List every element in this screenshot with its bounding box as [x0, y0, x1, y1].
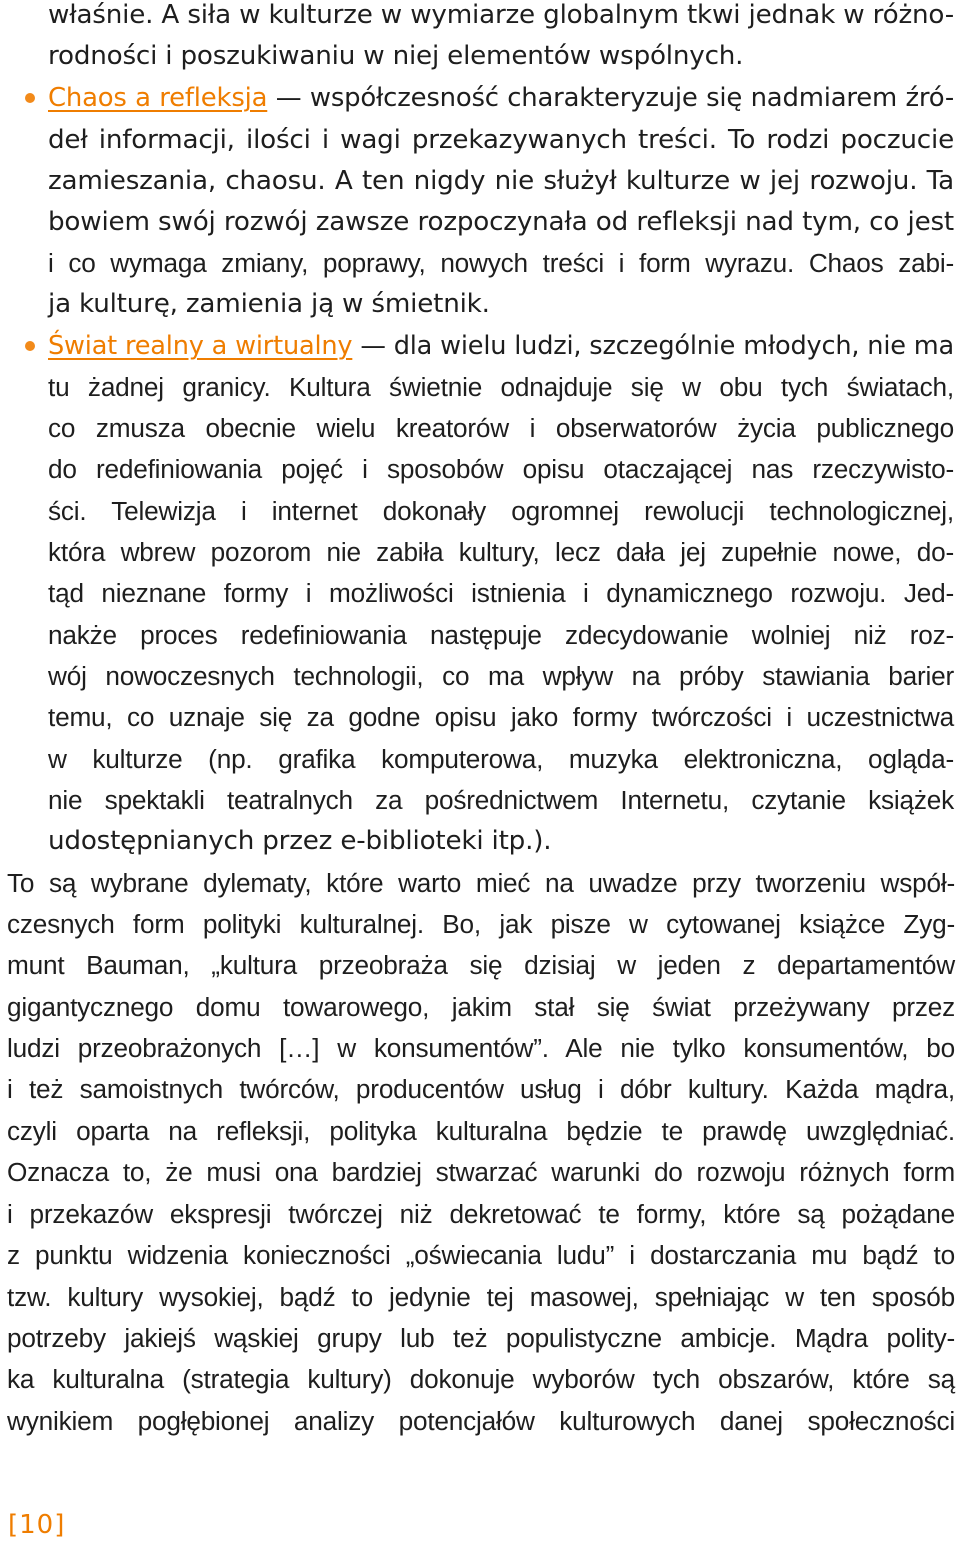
- text-line: i przekazów ekspresji twórczej niż dekretować te formy, które są pożądane: [7, 1199, 955, 1229]
- text-line: wynikiem pogłębionej analizy potencjałów kulturowych danej społeczności: [7, 1406, 955, 1436]
- text-line: ka kulturalna (strategia kultury) dokonuje wyborów tych obszarów, które są: [7, 1364, 955, 1394]
- text-line: właśnie. A siła w kulturze w wymiarze globalnym tkwi jednak w różno-: [48, 0, 954, 30]
- text-line: i co wymaga zmiany, poprawy, nowych treści i form wyrazu. Chaos zabi-: [48, 248, 954, 278]
- text-line: Oznacza to, że musi ona bardziej stwarzać warunki do rozwoju różnych form: [7, 1157, 955, 1187]
- text-line: która wbrew pozorom nie zabiła kultury, lecz dała jej zupełnie nowe, do-: [48, 537, 954, 567]
- text-line: co zmusza obecnie wielu kreatorów i obserwatorów życia publicznego: [48, 413, 954, 443]
- text-run: — dla wielu ludzi, szczególnie młodych, nie ma: [352, 331, 954, 361]
- text-line: deł informacji, ilości i wagi przekazywanych treści. To rodzi poczucie: [48, 125, 954, 155]
- text-line: wój nowoczesnych technologii, co ma wpływ na próby stawiania barier: [48, 661, 954, 691]
- text-line: gigantycznego domu towarowego, jakim stał się świat przeżywany przez: [7, 992, 955, 1022]
- text-line: potrzeby jakiejś wąskiej grupy lub też populistyczne ambicje. Mądra polity-: [7, 1323, 955, 1353]
- text-line: nakże proces redefiniowania następuje zdecydowanie wolniej niż roz-: [48, 620, 954, 650]
- text-line: temu, co uznaje się za godne opisu jako formy twórczości i uczestnictwa: [48, 702, 954, 732]
- text-line: tzw. kultury wysokiej, bądź to jedynie tej masowej, spełniając w ten sposób: [7, 1282, 955, 1312]
- text-line: w kulturze (np. grafika komputerowa, muzyka elektroniczna, ogląda-: [48, 744, 954, 774]
- bullet-icon: [25, 341, 35, 351]
- text-line: z punktu widzenia konieczności „oświecania ludu” i dostarczania mu bądź to: [7, 1240, 955, 1270]
- text-line: munt Bauman, „kultura przeobraża się dzisiaj w jeden z departamentów: [7, 950, 955, 980]
- text-line: rodności i poszukiwaniu w niej elementów wspólnych.: [48, 41, 744, 71]
- text-line: [48, 329, 954, 363]
- text-line: udostępnianych przez e-biblioteki itp.).: [48, 826, 552, 856]
- bullet-icon: [25, 93, 35, 103]
- text-line: zamieszania, chaosu. A ten nigdy nie służył kulturze w jej rozwoju. Ta: [48, 166, 954, 196]
- text-line: i też samoistnych twórców, producentów usług i dóbr kultury. Każda mądra,: [7, 1074, 955, 1104]
- text-line: do redefiniowania pojęć i sposobów opisu otaczającej nas rzeczywisto-: [48, 454, 954, 484]
- term-swiat-realny-a-wirtualny: Świat realny a wirtualny: [48, 331, 353, 361]
- page-number: [10]: [8, 1510, 66, 1540]
- text-line: tu żadnej granicy. Kultura świetnie odnajduje się w obu tych światach,: [48, 372, 954, 402]
- text-line: czesnych form polityki kulturalnej. Bo, jak pisze w cytowanej książce Zyg-: [7, 909, 955, 939]
- text-line: tąd nieznane formy i możliwości istnienia i dynamicznego rozwoju. Jed-: [48, 578, 954, 608]
- text-line: ludzi przeobrażonych […] w konsumentów”. Ale nie tylko konsumentów, bo: [7, 1033, 955, 1063]
- text-line: ja kulturę, zamienia ją w śmietnik.: [48, 289, 490, 319]
- text-line: ści. Telewizja i internet dokonały ogromnej rewolucji technologicznej,: [48, 496, 954, 526]
- term-chaos-a-refleksja: Chaos a refleksja: [48, 83, 268, 113]
- text-line: To są wybrane dylematy, które warto mieć na uwadze przy tworzeniu współ-: [7, 868, 955, 898]
- text-line: czyli oparta na refleksji, polityka kulturalna będzie te prawdę uwzględniać.: [7, 1116, 955, 1146]
- text-line: bowiem swój rozwój zawsze rozpoczynała od refleksji nad tym, co jest: [48, 207, 954, 237]
- text-run: — współczesność charakteryzuje się nadmiarem źró-: [267, 83, 954, 113]
- text-line: [48, 81, 954, 115]
- text-line: nie spektakli teatralnych za pośrednictwem Internetu, czytanie książek: [48, 785, 954, 815]
